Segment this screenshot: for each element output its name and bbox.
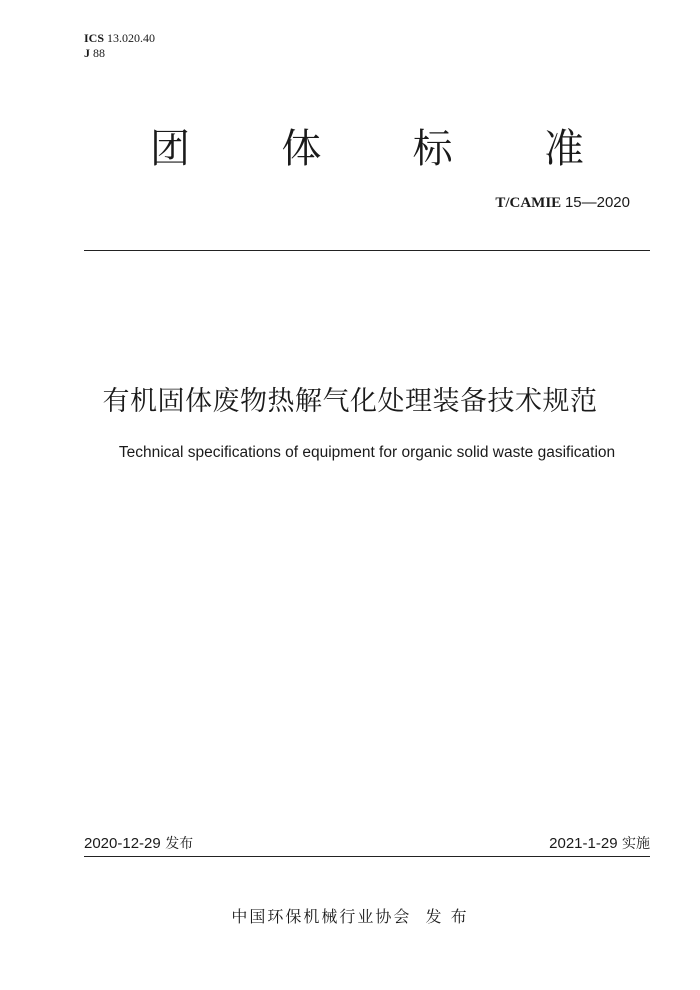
publisher-action: 发 布	[425, 907, 469, 926]
standard-number-prefix: T/CAMIE	[495, 195, 562, 211]
date-row	[84, 835, 650, 853]
standard-type-char: 团	[150, 126, 190, 172]
issued-label: 发布	[165, 836, 194, 852]
ccs-letter: J	[84, 46, 90, 60]
publisher-line	[0, 906, 700, 928]
standard-number	[495, 193, 630, 213]
ics-label: ICS	[84, 31, 105, 45]
standard-number-value: 15—2020	[564, 194, 630, 211]
standard-type-char: 准	[543, 126, 584, 172]
ccs-line	[84, 46, 155, 61]
title-english: Technical specifications of equipment for organic solid waste gasification	[118, 444, 616, 461]
top-divider	[84, 250, 650, 251]
issued-date-block	[84, 835, 193, 853]
ics-line	[84, 31, 155, 46]
standard-type-heading	[84, 124, 650, 174]
implemented-date: 2021-1-29	[549, 835, 618, 852]
publisher-name: 中国环保机械行业协会	[231, 907, 412, 926]
classification-codes	[84, 31, 155, 61]
standard-type-char: 体	[281, 126, 322, 172]
title-chinese: 有机固体废物热解气化处理装备技术规范	[102, 386, 598, 417]
bottom-divider	[84, 856, 650, 857]
issued-date: 2020-12-29	[84, 835, 161, 852]
implemented-date-block	[549, 835, 650, 853]
ics-code: 13.020.40	[107, 31, 156, 45]
ccs-number: 88	[93, 46, 105, 60]
standard-type-char: 标	[412, 126, 453, 172]
implemented-label: 实施	[622, 836, 650, 852]
